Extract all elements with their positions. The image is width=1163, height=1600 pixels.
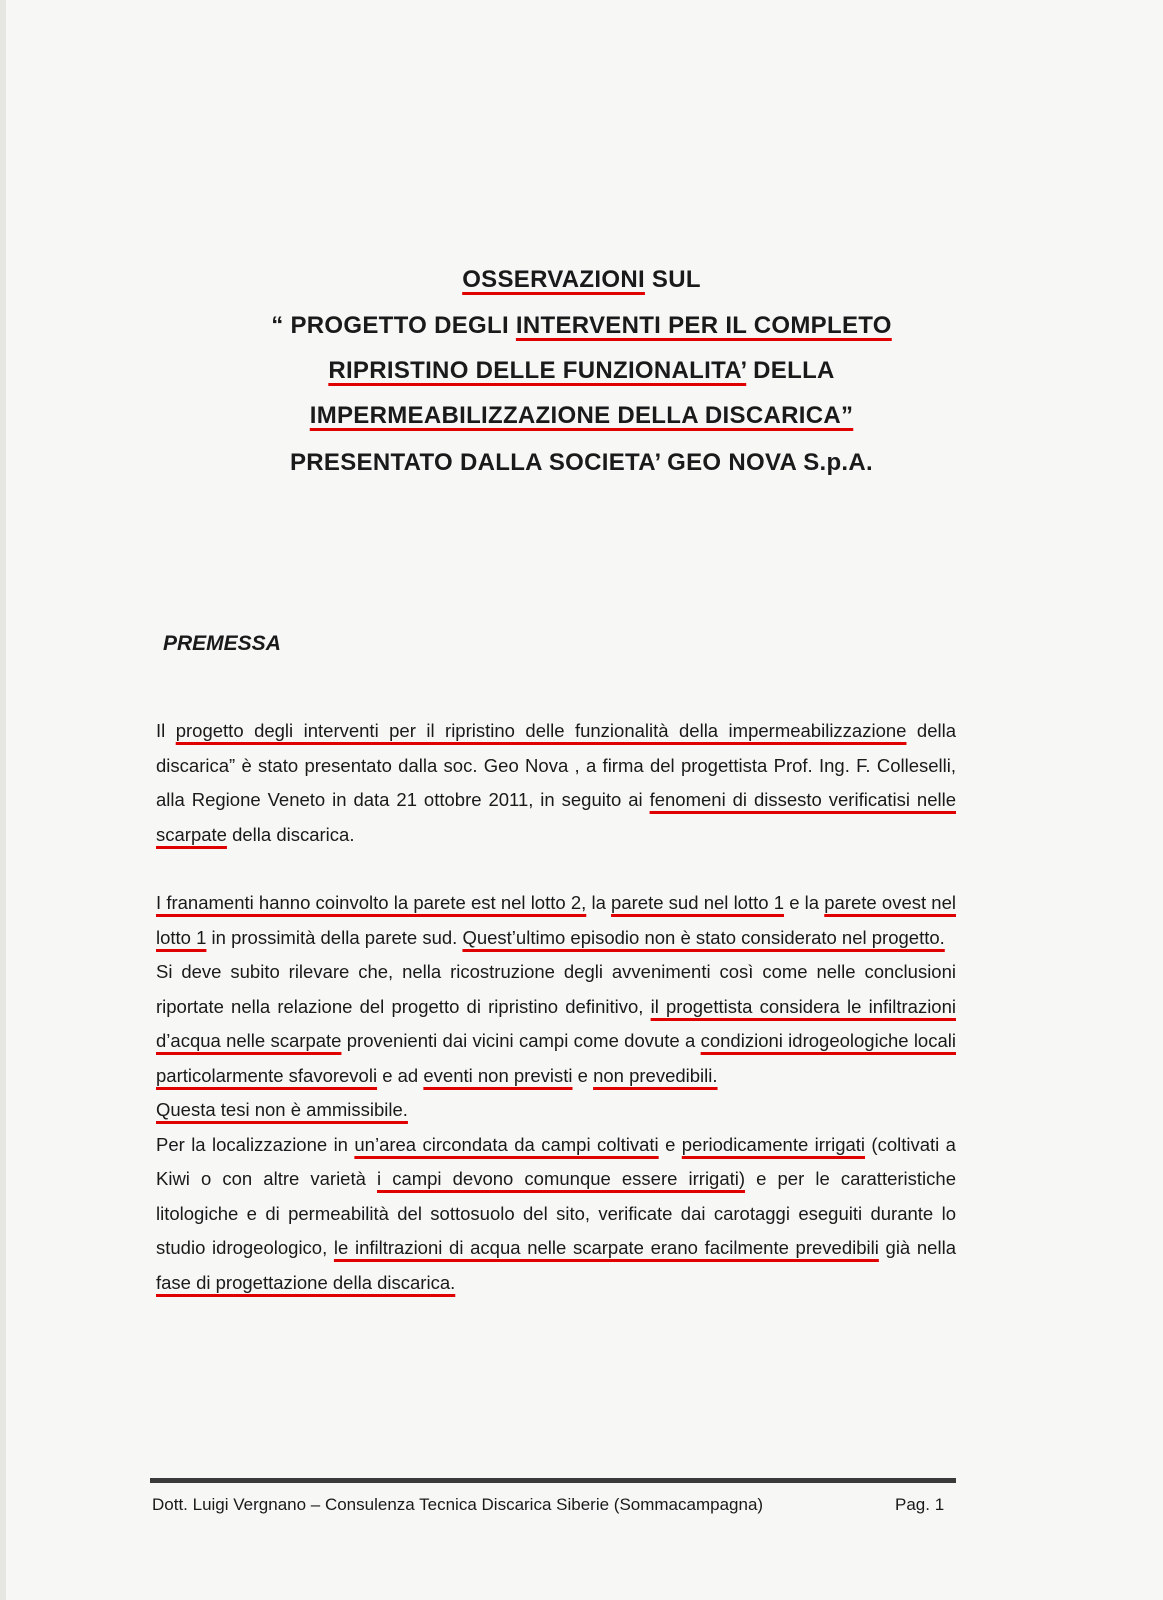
- p2-text-b: la: [586, 892, 612, 913]
- p5-underlined-f: i campi devono comunque essere irrigati): [377, 1168, 746, 1189]
- p3-text-c: provenienti dai vicini campi come dovute a: [341, 1030, 701, 1051]
- p5-text-g: e per le caratteristiche litologiche e di permeabilità del sottosuolo del sito, verificate dai carotaggi eseguiti durante lo studio idrogeologico,: [156, 1168, 956, 1258]
- p2-underlined-e: parete ovest nel lotto 1: [156, 892, 956, 948]
- p3-underlined-d: condizioni idrogeologiche locali particolarmente sfavorevoli: [156, 1030, 956, 1086]
- title-line-1-underlined: OSSERVAZIONI: [462, 266, 645, 293]
- paragraph-1: [156, 714, 956, 852]
- footer-page-number: Pag. 1: [895, 1495, 945, 1514]
- p2-text-f: in prossimità della parete sud.: [206, 926, 463, 948]
- p2-underlined-a: I franamenti hanno coinvolto la parete est nel lotto 2,: [156, 892, 587, 913]
- title-line-1: [0, 266, 1163, 294]
- title-line-2-pre: “ PROGETTO DEGLI: [271, 312, 516, 339]
- p5-underlined-j: fase di progettazione della discarica.: [156, 1271, 456, 1293]
- title-line-2-underlined: INTERVENTI PER IL COMPLETO: [515, 312, 892, 339]
- p1-underlined-d: fenomeni di dissesto verificatisi nelle scarpate: [156, 789, 956, 845]
- section-heading: PREMESSA: [163, 632, 281, 655]
- p3-text-g: e: [572, 1064, 594, 1086]
- p5-text-e: (coltivati a Kiwi o con altre varietà: [156, 1133, 956, 1189]
- title-line-3-post: DELLA: [746, 357, 835, 384]
- footer-divider: [150, 1478, 956, 1483]
- p5-underlined-h: le infiltrazioni di acqua nelle scarpate erano facilmente prevedibili: [333, 1237, 879, 1258]
- paragraph-2: [156, 886, 956, 1300]
- title-line-3: [0, 357, 1163, 385]
- p1-text-c: della discarica” è stato presentato dalla soc. Geo Nova , a firma del progettista Prof. Ing. F. Colleselli, alla Regione Veneto in data 21 ottobre 2011, in seguito ai: [156, 720, 957, 810]
- p3-underlined-b: il progettista considera le infiltrazioni d’acqua nelle scarpate: [156, 995, 956, 1051]
- p1-text-a: Il: [156, 720, 176, 741]
- p3-text-a: Si deve subito rilevare che, nella ricostruzione degli avvenimenti così come nelle conclusioni riportate nella relazione del progetto di ripristino definitivo,: [156, 961, 956, 1017]
- p1-underlined-b: progetto degli interventi per il ripristino delle funzionalità della impermeabilizzazione: [175, 720, 907, 741]
- title-line-3-underlined: RIPRISTINO DELLE FUNZIONALITA’: [328, 357, 747, 384]
- p3-text-e: e ad: [377, 1064, 424, 1086]
- title-line-4: [0, 402, 1163, 430]
- p3-underlined-f: eventi non previsti: [423, 1064, 573, 1086]
- p5-text-a: Per la localizzazione in: [156, 1133, 355, 1155]
- title-line-4-underlined: IMPERMEABILIZZAZIONE DELLA DISCARICA”: [309, 402, 854, 429]
- p2-underlined-c: parete sud nel lotto 1: [611, 892, 785, 913]
- footer-author: Dott. Luigi Vergnano – Consulenza Tecnica Discarica Siberie (Sommacampagna): [152, 1495, 764, 1514]
- p2-underlined-g: Quest’ultimo episodio non è stato considerato nel progetto.: [462, 926, 945, 948]
- p5-underlined-d: periodicamente irrigati: [681, 1133, 866, 1155]
- page-edge-shadow: [0, 0, 6, 1600]
- p3-underlined-h: non prevedibili.: [593, 1064, 718, 1086]
- title-line-1-post: SUL: [644, 266, 701, 293]
- p5-underlined-b: un’area circondata da campi coltivati: [354, 1133, 659, 1155]
- p5-text-i: già nella: [878, 1237, 956, 1258]
- p1-text-e: della discarica.: [226, 823, 355, 845]
- p4-underlined-a: Questa tesi non è ammissibile.: [156, 1099, 408, 1120]
- title-line-5: PRESENTATO DALLA SOCIETA’ GEO NOVA S.p.A.: [289, 449, 873, 476]
- title-line-2: [0, 312, 1163, 340]
- p5-text-c: e: [658, 1133, 682, 1155]
- p2-text-d: e la: [784, 892, 825, 913]
